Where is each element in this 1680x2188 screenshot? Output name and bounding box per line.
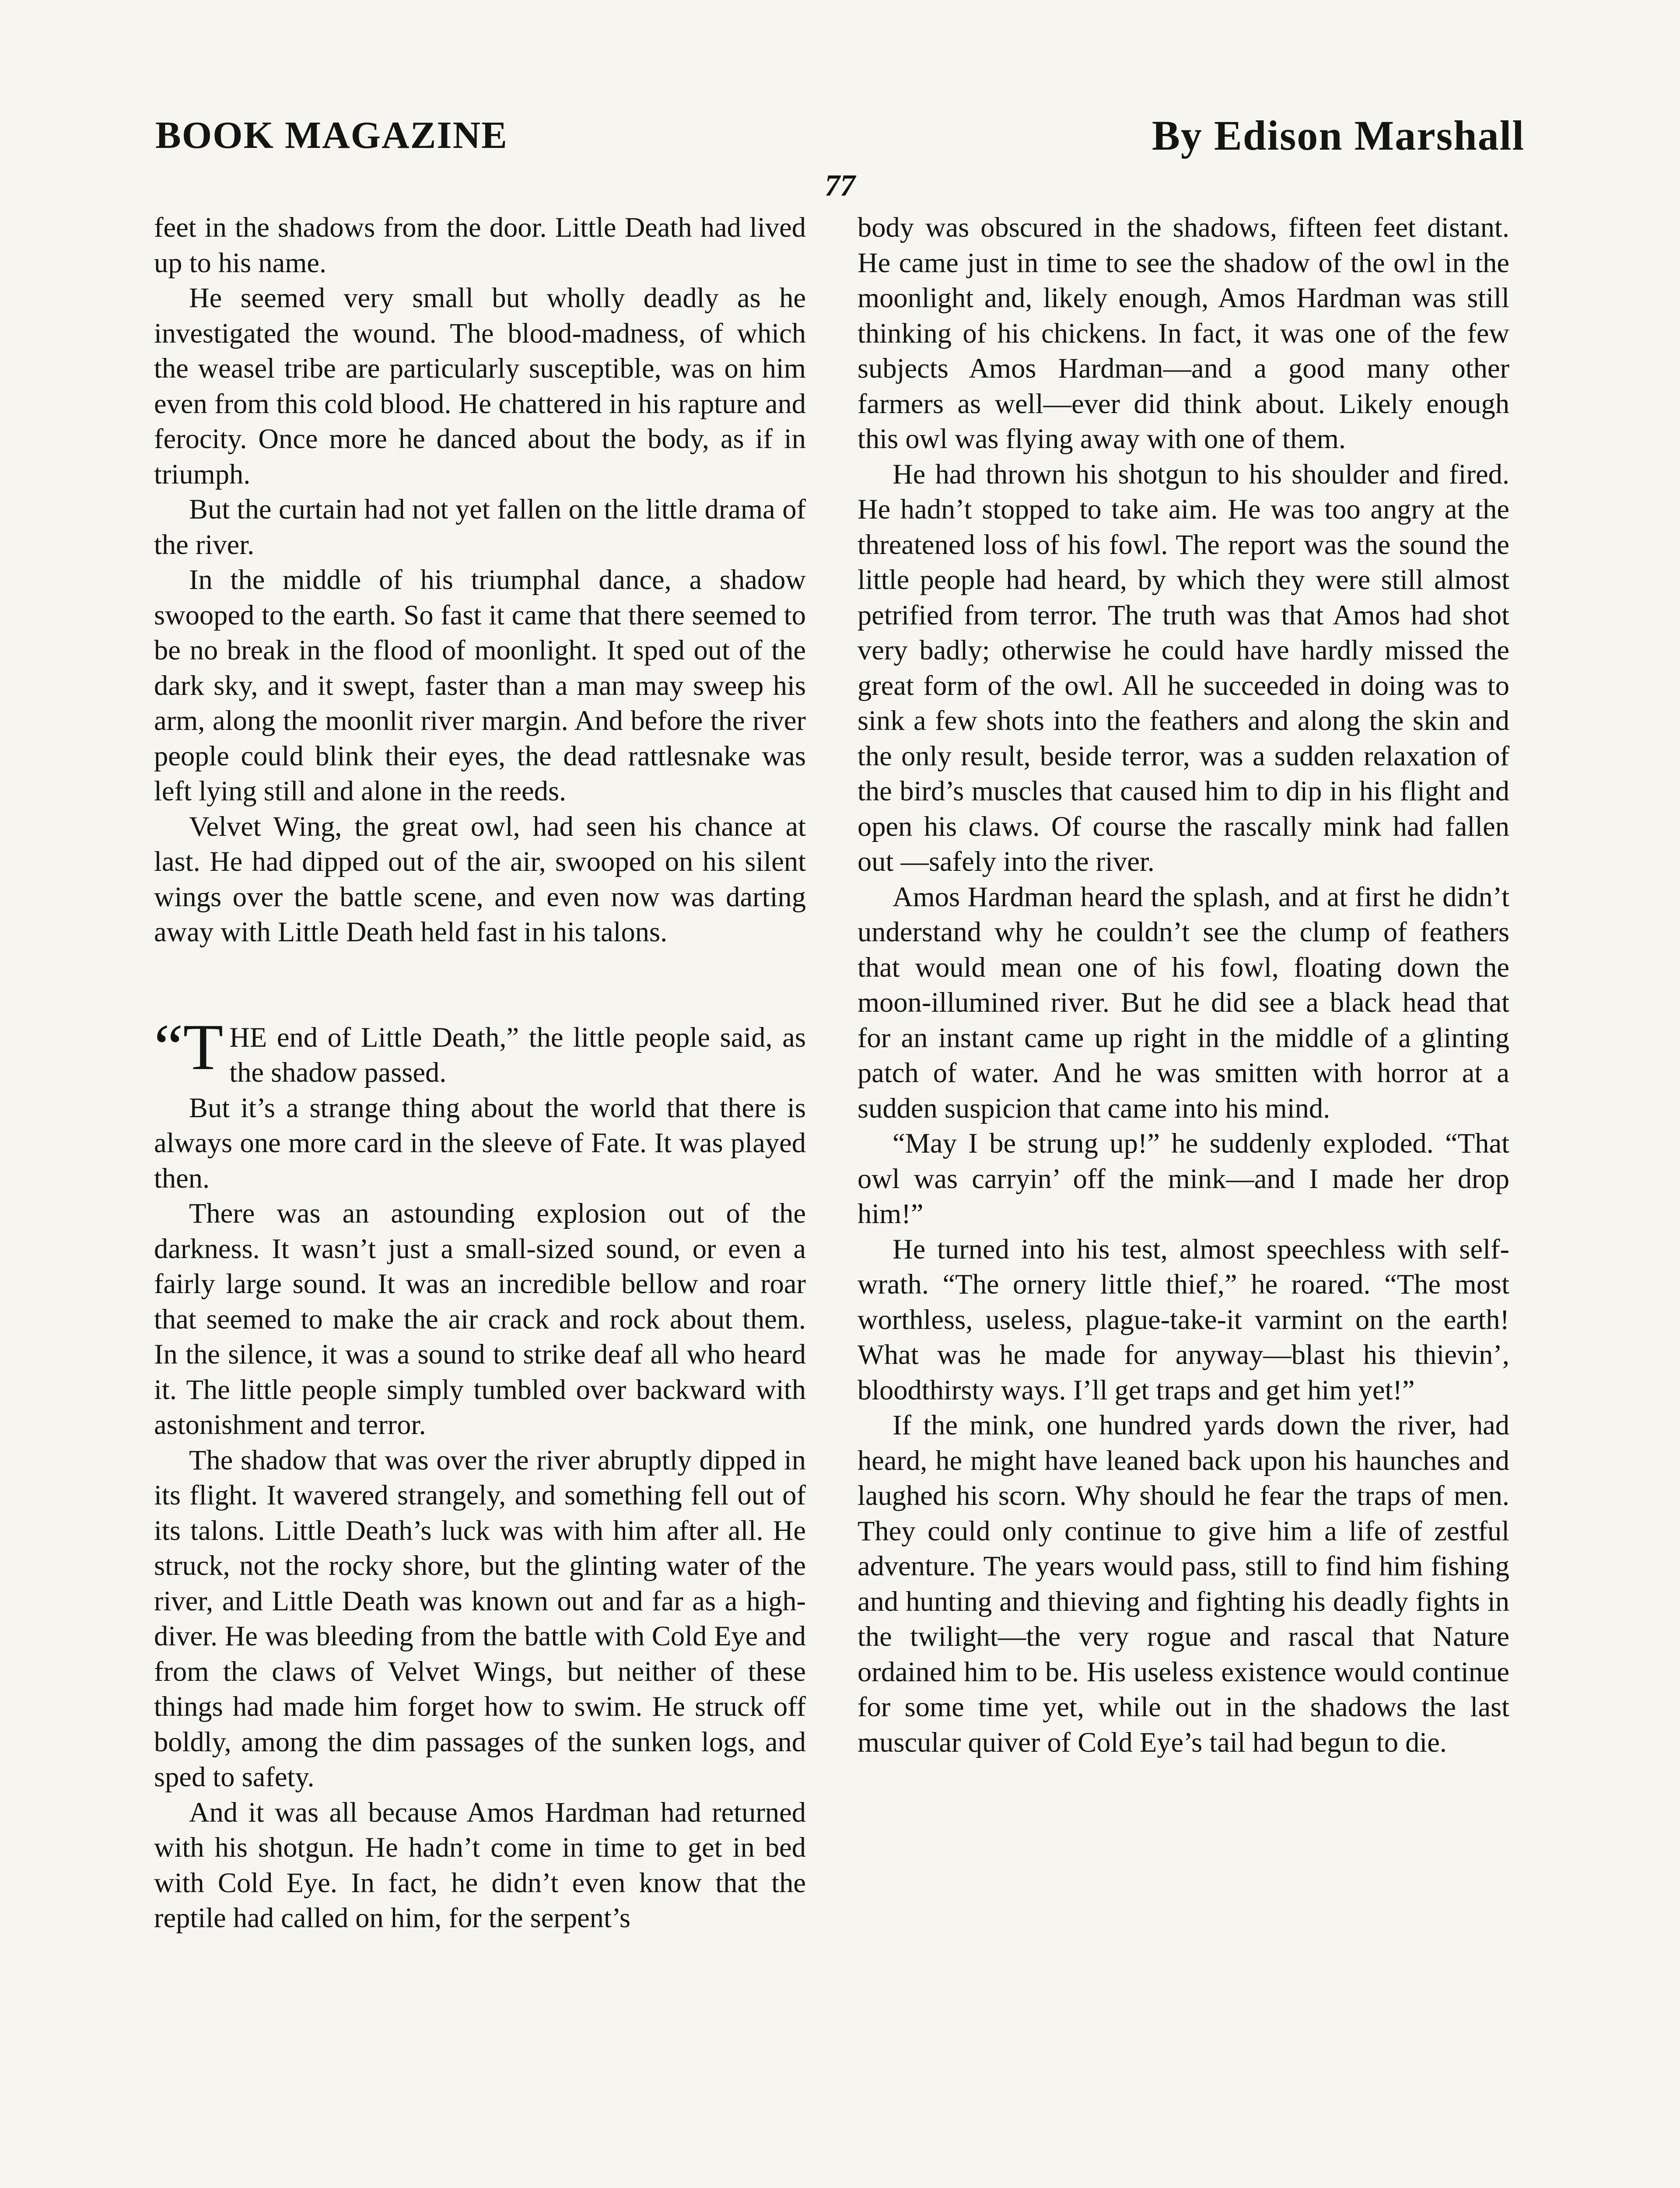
dropcap-paragraph-text: HE end of Little Death,” the little people said, as the shadow passed.: [229, 1021, 806, 1088]
paragraph: Velvet Wing, the great owl, had seen his chance at last. He had dipped out of the air, swooped on his silent wings over the battle scene, and even now was darting away with Little Death held fast in his talons.: [154, 810, 806, 947]
paragraph: There was an astounding explosion out of the darkness. It wasn’t just a small-sized sound, or even a fairly large sound. It was an incredible bellow and roar that seemed to make the air crack and rock about them. In the silence, it was a sound to strike deaf all who heard it. The little people simply tumbled over backward with astonishment and terror.: [154, 1198, 806, 1440]
paragraph: He turned into his test, almost speechless with self-wrath. “The ornery little thief,” he roared. “The most worthless, useless, plague-take-it varmint on the earth! What was he made for anyway—blast his thievin’, bloodthirsty ways. I’ll get traps and get him yet!”: [858, 1233, 1509, 1406]
author-byline: By Edison Marshall: [1152, 112, 1525, 159]
section-opening-paragraph: [154, 1010, 806, 1090]
paragraph: If the mink, one hundred yards down the river, had heard, he might have leaned back upon his haunches and laughed his scorn. Why should he fear the traps of men. They could only continue to give him a life of zestful adventure. The years would pass, still to find him fishing and hunting and thieving and fighting his deadly fights in the twilight—the very rogue and rascal that Nature ordained him to be. His useless existence would continue for some time yet, while out in the shadows the last muscular quiver of Cold Eye’s tail had begun to die.: [858, 1410, 1509, 1758]
magazine-title: BOOK MAGAZINE: [155, 114, 508, 157]
paragraph: Amos Hardman heard the splash, and at first he didn’t understand why he couldn’t see the clump of feathers that would mean one of his fowl, floating down the moon-illumined river. But he did see a black head that for an instant came up right in the middle of a glinting patch of water. And he was smitten with horror at a sudden suspicion that came into his mind.: [858, 881, 1509, 1124]
page-number: 77: [825, 169, 855, 203]
running-header: [155, 114, 1525, 171]
paragraph: And it was all because Amos Hardman had returned with his shotgun. He hadn’t come in time to get in bed with Cold Eye. In fact, he didn’t even know that the reptile had called on him, for the serpent’s: [154, 1796, 806, 1933]
paragraph: The shadow that was over the river abruptly dipped in its flight. It wavered strangely, and something fell out of its talons. Little Death’s luck was with him after all. He struck, not the rocky shore, but the glinting water of the river, and Little Death was known out and far as a high-diver. He was bleeding from the battle with Cold Eye and from the claws of Velvet Wings, but neither of these things had made him forget how to swim. He struck off boldly, among the dim passages of the sunken logs, and sped to safety.: [154, 1444, 806, 1792]
paragraph: But it’s a strange thing about the world that there is always one more card in the sleeve of Fate. It was played then.: [154, 1092, 806, 1194]
paragraph: But the curtain had not yet fallen on the little drama of the river.: [154, 494, 806, 560]
paragraph: “May I be strung up!” he suddenly exploded. “That owl was carryin’ off the mink—and I made her drop him!”: [858, 1128, 1509, 1229]
paragraph: feet in the shadows from the door. Little Death had lived up to his name.: [154, 212, 806, 278]
paragraph: He had thrown his shotgun to his shoulder and fired. He hadn’t stopped to take aim. He was too angry at the threatened loss of his fowl. The report was the sound the little people had heard, by which they were still almost petrified from terror. The truth was that Amos had shot very badly; otherwise he could have hardly missed the great form of the owl. All he succeeded in doing was to sink a few shots into the feathers and along the skin and the only result, beside terror, was a sudden relaxation of the bird’s muscles that caused him to dip in his flight and open his claws. Of course the rascally mink had fallen out —safely into the river.: [858, 458, 1509, 877]
left-column: [154, 210, 806, 1936]
paragraph: body was obscured in the shadows, fifteen feet distant. He came just in time to see the shadow of the owl in the moonlight and, likely enough, Amos Hardman was still thinking of his chickens. In fact, it was one of the few subjects Amos Hardman—and a good many other farmers as well—ever did think about. Likely enough this owl was flying away with one of them.: [858, 212, 1509, 454]
drop-cap: “T: [154, 1010, 224, 1083]
right-column: [858, 210, 1509, 1760]
paragraph: In the middle of his triumphal dance, a shadow swooped to the earth. So fast it came that there seemed to be no break in the flood of moonlight. It sped out of the dark sky, and it swept, faster than a man may sweep his arm, along the moonlit river margin. And before the river people could blink their eyes, the dead rattlesnake was left lying still and alone in the reeds.: [154, 564, 806, 806]
paragraph: He seemed very small but wholly deadly as he investigated the wound. The blood-madness, of which the weasel tribe are particularly susceptible, was on him even from this cold blood. He chattered in his rapture and ferocity. Once more he danced about the body, as if in triumph.: [154, 282, 806, 490]
